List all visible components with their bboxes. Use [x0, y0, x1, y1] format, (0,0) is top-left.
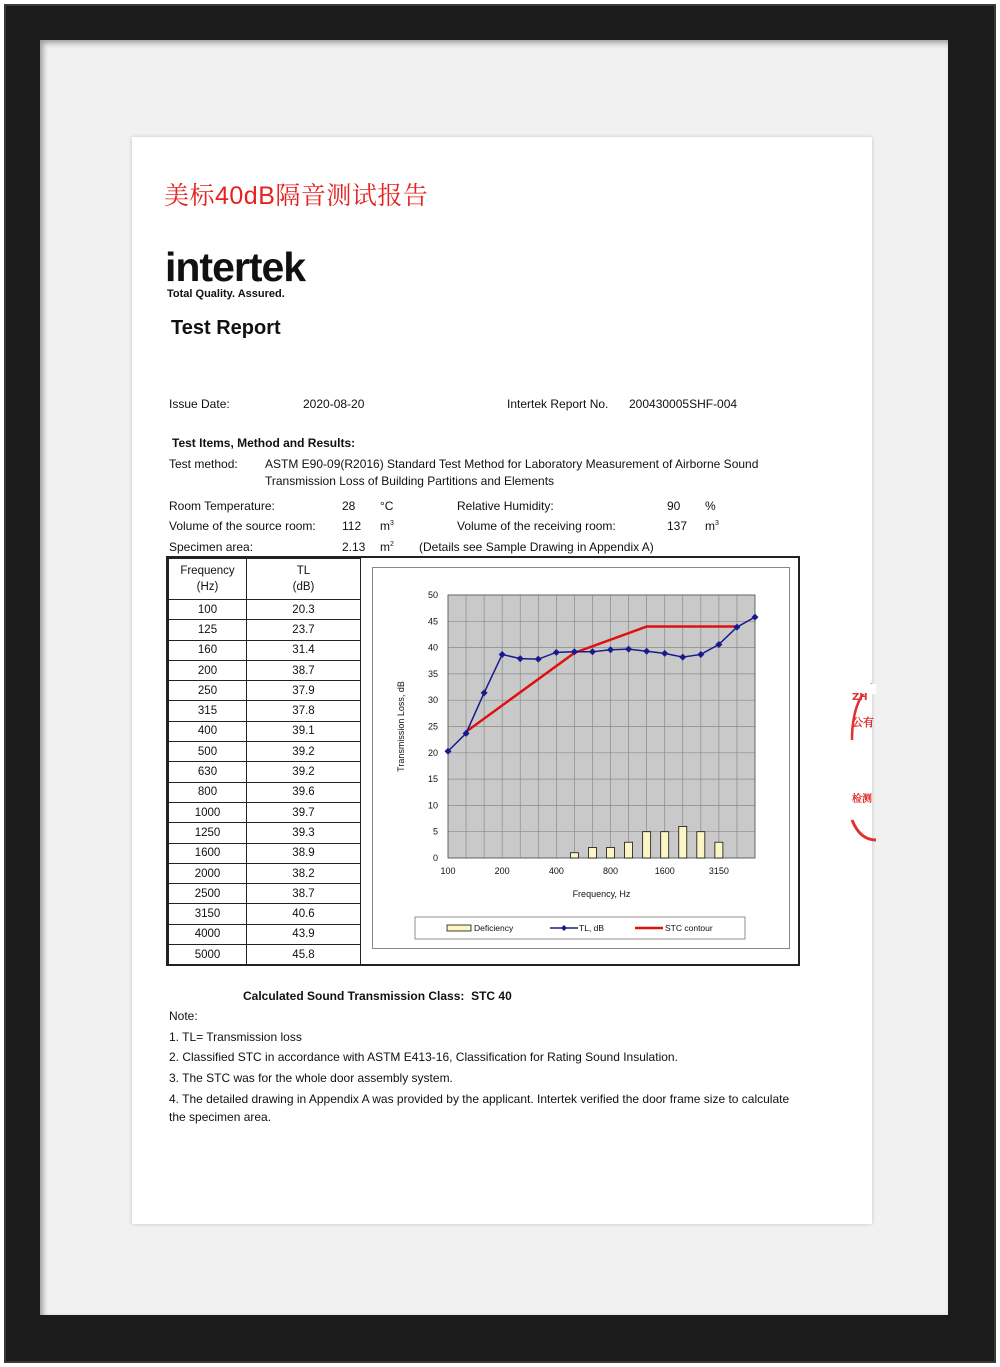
- y-tick-label: 35: [427, 668, 438, 679]
- frequency-cell: 160: [169, 640, 247, 660]
- frequency-cell: 630: [169, 762, 247, 782]
- frequency-cell: 2500: [169, 884, 247, 904]
- frequency-cell: 1250: [169, 823, 247, 843]
- stc-result: Calculated Sound Transmission Class: STC 40: [243, 989, 512, 1003]
- deficiency-bar: [661, 832, 669, 858]
- frequency-cell: 250: [169, 681, 247, 701]
- tl-cell: 39.6: [247, 782, 361, 802]
- red-seal-stamp: [850, 680, 876, 842]
- y-axis-label: Transmission Loss, dB: [396, 681, 406, 772]
- source-room-unit: $m^3$: [380, 519, 394, 533]
- humidity-label: Relative Humidity:: [457, 499, 554, 513]
- tl-cell: 38.7: [247, 884, 361, 904]
- frequency-cell: 4000: [169, 924, 247, 944]
- table-row: [169, 924, 361, 944]
- stamp-text: 检测: [852, 794, 872, 805]
- tl-cell: 39.2: [247, 742, 361, 762]
- tl-cell: 39.7: [247, 802, 361, 822]
- deficiency-bar: [625, 842, 633, 858]
- deficiency-bar: [588, 847, 596, 858]
- y-tick-label: 45: [427, 616, 438, 627]
- y-tick-label: 10: [427, 800, 438, 811]
- source-room-volume: 112: [342, 519, 362, 533]
- table-row: [169, 762, 361, 782]
- section-title: Test Items, Method and Results:: [172, 436, 356, 450]
- deficiency-bar: [679, 826, 687, 858]
- issue-date-label: Issue Date:: [169, 397, 230, 411]
- frequency-cell: 125: [169, 620, 247, 640]
- tl-cell: 38.7: [247, 660, 361, 680]
- col-tl-header: TL (dB): [247, 559, 361, 600]
- y-tick-label: 20: [427, 747, 438, 758]
- method-line2: Transmission Loss of Building Partitions and Elements: [265, 474, 555, 488]
- method-label: Test method:: [169, 457, 238, 471]
- x-tick-label: 1600: [654, 866, 675, 876]
- deficiency-bar: [715, 842, 723, 858]
- tl-cell: 37.9: [247, 681, 361, 701]
- specimen-note: (Details see Sample Drawing in Appendix A): [419, 540, 654, 554]
- frequency-cell: 500: [169, 742, 247, 762]
- report-no-label: Intertek Report No.: [507, 397, 609, 411]
- tl-cell: 20.3: [247, 600, 361, 620]
- specimen-area: 2.13: [342, 540, 366, 554]
- table-row: [169, 863, 361, 883]
- receiving-room-unit: $m^3$: [705, 519, 719, 533]
- tl-cell: 39.1: [247, 721, 361, 741]
- note-item: 3. The STC was for the whole door assembly system.: [169, 1071, 453, 1085]
- frequency-cell: 200: [169, 660, 247, 680]
- table-row: [169, 904, 361, 924]
- x-axis-label: Frequency, Hz: [572, 889, 631, 899]
- tl-cell: 45.8: [247, 945, 361, 965]
- deficiency-bar: [697, 832, 705, 858]
- tl-chart: [373, 568, 789, 948]
- tl-cell: 39.3: [247, 823, 361, 843]
- room-temp-unit: °C: [380, 499, 394, 513]
- intertek-logo: intertek: [165, 244, 306, 290]
- stamp-text: ZH: [852, 692, 868, 703]
- deficiency-bar: [607, 847, 615, 858]
- table-row: [169, 620, 361, 640]
- notes-title: Note:: [169, 1009, 198, 1023]
- col-frequency-header: Frequency (Hz): [169, 559, 247, 600]
- table-row: [169, 782, 361, 802]
- legend-label-stc: STC contour: [665, 923, 713, 933]
- stamp-text: 公有: [852, 716, 874, 729]
- y-tick-label: 30: [427, 695, 438, 706]
- y-tick-label: 0: [432, 853, 438, 863]
- legend-label-deficiency: Deficiency: [474, 923, 514, 933]
- tl-cell: 40.6: [247, 904, 361, 924]
- tl-cell: 43.9: [247, 924, 361, 944]
- report-title: Test Report: [171, 317, 281, 339]
- x-tick-label: 200: [494, 866, 510, 876]
- humidity-unit: %: [705, 499, 716, 513]
- frequency-cell: 5000: [169, 945, 247, 965]
- y-tick-label: 15: [427, 774, 438, 785]
- logo-tagline: Total Quality. Assured.: [167, 288, 285, 300]
- table-row: [169, 681, 361, 701]
- frequency-cell: 800: [169, 782, 247, 802]
- receiving-room-volume: 137: [667, 519, 688, 533]
- deficiency-bar: [570, 853, 578, 858]
- x-tick-label: 100: [440, 866, 456, 876]
- receiving-room-label: Volume of the receiving room:: [457, 519, 616, 533]
- table-row: [169, 945, 361, 965]
- x-tick-label: 3150: [708, 866, 729, 876]
- table-row: [169, 660, 361, 680]
- table-row: [169, 843, 361, 863]
- deficiency-bar: [643, 832, 651, 858]
- frequency-cell: 400: [169, 721, 247, 741]
- legend-label-tl: TL, dB: [579, 923, 605, 933]
- tl-cell: 37.8: [247, 701, 361, 721]
- table-row: [169, 884, 361, 904]
- frequency-cell: 2000: [169, 863, 247, 883]
- table-row: [169, 823, 361, 843]
- room-temp: 28: [342, 499, 356, 513]
- chart-container: [372, 567, 790, 949]
- y-tick-label: 50: [427, 590, 438, 600]
- y-tick-label: 40: [427, 642, 438, 653]
- table-row: [169, 701, 361, 721]
- results-table: [168, 558, 361, 965]
- frequency-cell: 315: [169, 701, 247, 721]
- y-tick-label: 25: [427, 721, 438, 732]
- frequency-cell: 1600: [169, 843, 247, 863]
- table-row: [169, 742, 361, 762]
- table-row: [169, 802, 361, 822]
- specimen-unit: $m^2$: [380, 540, 394, 554]
- note-item: 1. TL= Transmission loss: [169, 1030, 302, 1044]
- y-tick-label: 5: [432, 826, 438, 837]
- tl-cell: 31.4: [247, 640, 361, 660]
- report-no: 200430005SHF-004: [629, 397, 738, 411]
- note-item-continued: the specimen area.: [169, 1110, 272, 1124]
- legend-swatch-deficiency: [447, 925, 471, 931]
- table-row: [169, 721, 361, 741]
- specimen-label: Specimen area:: [169, 540, 254, 554]
- tl-cell: 39.2: [247, 762, 361, 782]
- room-temp-label: Room Temperature:: [169, 499, 275, 513]
- frequency-cell: 3150: [169, 904, 247, 924]
- tl-cell: 38.2: [247, 863, 361, 883]
- chinese-title: 美标40dB隔音测试报告: [164, 182, 429, 210]
- tl-cell: 38.9: [247, 843, 361, 863]
- table-row: [169, 640, 361, 660]
- x-tick-label: 800: [603, 866, 619, 876]
- table-row: [169, 600, 361, 620]
- issue-date: 2020-08-20: [303, 397, 365, 411]
- frequency-cell: 1000: [169, 802, 247, 822]
- source-room-label: Volume of the source room:: [169, 519, 316, 533]
- humidity: 90: [667, 499, 681, 513]
- frequency-cell: 100: [169, 600, 247, 620]
- x-tick-label: 400: [548, 866, 564, 876]
- method-line1: ASTM E90-09(R2016) Standard Test Method for Laboratory Measurement of Airborne Sound: [265, 457, 759, 471]
- note-item: 4. The detailed drawing in Appendix A was provided by the applicant. Intertek verified the door frame size to calculate: [169, 1092, 790, 1106]
- tl-cell: 23.7: [247, 620, 361, 640]
- note-item: 2. Classified STC in accordance with ASTM E413-16, Classification for Rating Sound Insulation.: [169, 1050, 678, 1064]
